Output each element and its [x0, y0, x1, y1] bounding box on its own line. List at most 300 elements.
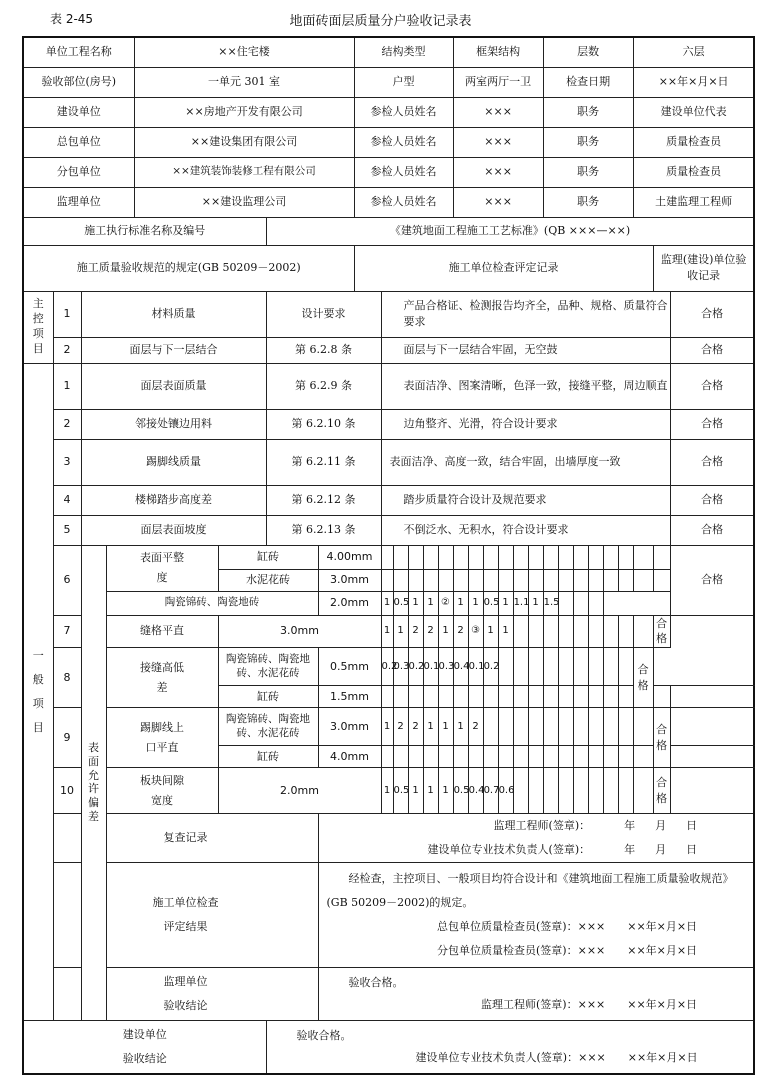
measure-cell: [543, 545, 558, 569]
measure-cell: [438, 686, 453, 708]
item-record: 面层与下一层结合牢固，无空鼓: [381, 337, 670, 363]
measure-cell: [558, 686, 573, 708]
measure-cell: [670, 686, 754, 708]
value-supervision-unit: ××建设监理公司: [134, 187, 354, 217]
measure-cell: [528, 569, 543, 591]
measure-cell: [393, 746, 408, 768]
form-title: 地面砖面层质量分户验收记录表: [289, 14, 472, 29]
measure-cell: [498, 545, 513, 569]
item-name: [106, 648, 218, 708]
value-general-contractor: ××建设集团有限公司: [134, 127, 354, 157]
measure-cell: [543, 768, 558, 814]
value-position: 质量检查员: [633, 127, 754, 157]
measure-cell: [573, 591, 588, 615]
label-subcontractor: 分包单位: [23, 157, 134, 187]
measure-cell: 0.7: [483, 768, 498, 814]
measure-cell: 1: [393, 615, 408, 648]
measure-cell: [438, 569, 453, 591]
measure-cell: [588, 569, 603, 591]
deviation-row: [23, 591, 754, 615]
spec-header-left: 施工质量验收规范的规定(GB 50209－2002): [23, 245, 354, 291]
measure-cell: [543, 686, 558, 708]
measure-cell: [423, 686, 438, 708]
owner-conclusion-label: [23, 1021, 266, 1075]
page-header: [0, 6, 761, 30]
deviation-row: [23, 545, 754, 569]
measure-cell: 0.5: [393, 768, 408, 814]
item-result: 合格: [670, 291, 754, 337]
value-inspector-name: ×××: [453, 187, 543, 217]
measure-cell: [423, 569, 438, 591]
measure-cell: 1: [438, 708, 453, 746]
tolerance-value: 0.5mm: [318, 648, 381, 686]
measure-cell: [573, 648, 588, 686]
subtype-name: 缸砖: [218, 746, 318, 768]
info-row: [23, 97, 754, 127]
owner-conclusion-body: [266, 1021, 754, 1075]
measure-cell: [408, 746, 423, 768]
measure-cell: [543, 569, 558, 591]
item-requirement: 第 6.2.10 条: [266, 409, 381, 439]
measure-cell: [653, 545, 670, 569]
item-result: 合格: [653, 708, 670, 768]
item-name: 面层表面坡度: [81, 515, 266, 545]
supervisor-conclusion-label: [53, 968, 318, 1021]
subcontractor-signature: 分包单位质量检查员(签章)：××× ××年×月×日: [437, 944, 698, 958]
tolerance-value: 3.0mm: [218, 615, 381, 648]
standard-row: [23, 217, 754, 245]
measure-cell: [618, 768, 633, 814]
measure-cell: 1: [438, 768, 453, 814]
measure-cell: [573, 708, 588, 746]
item-number: 1: [53, 363, 81, 409]
measure-cell: [558, 615, 573, 648]
measure-cell: [633, 569, 653, 591]
measure-cell: [633, 768, 653, 814]
label-unit-type: 户型: [354, 67, 453, 97]
measure-cell: [513, 615, 528, 648]
measure-cell: [653, 686, 670, 708]
item-name-text: 表面平整度: [140, 551, 184, 584]
item-record: 表面洁净、图案清晰，色泽一致，接缝平整，周边顺直: [381, 363, 670, 409]
measure-cell: [513, 569, 528, 591]
supervisor-conclusion-text: 验收合格。: [348, 976, 404, 990]
label-standard: 施工执行标准名称及编号: [23, 217, 266, 245]
measure-cell: [381, 569, 393, 591]
measure-cell: 1: [408, 768, 423, 814]
supervisor-conclusion-body: [318, 968, 754, 1021]
label-position: 职务: [543, 97, 633, 127]
item-name-text: 板块间隙宽度: [140, 774, 184, 807]
measure-cell: [453, 746, 468, 768]
measure-cell: [498, 569, 513, 591]
measure-cell: [603, 746, 618, 768]
measure-cell: 1: [468, 591, 483, 615]
measure-cell: [513, 746, 528, 768]
measure-cell: [438, 746, 453, 768]
item-result: 合格: [670, 409, 754, 439]
measure-cell: 0.5: [393, 591, 408, 615]
measure-cell: [513, 648, 528, 686]
measure-cell: [603, 615, 618, 648]
measure-cell: 0.3: [393, 648, 408, 686]
deviation-group-text: 表面允许偏差: [88, 741, 99, 823]
item-result: 合格: [670, 337, 754, 363]
owner-conclusion-text: 验收合格。: [296, 1029, 352, 1043]
measure-cell: 2: [423, 615, 438, 648]
measure-cell: [618, 708, 633, 746]
measure-cell: [513, 686, 528, 708]
review-label: 复查记录: [53, 814, 318, 863]
subtype-name: 缸砖: [218, 545, 318, 569]
item-number: 2: [53, 409, 81, 439]
measure-cell: [588, 686, 603, 708]
measure-cell: [528, 746, 543, 768]
owner-tech-signature-label: 建设单位专业技术负责人(签章)：: [427, 843, 591, 857]
measure-cell: [558, 746, 573, 768]
item-number: 8: [53, 648, 81, 708]
measure-cell: [528, 648, 543, 686]
measure-cell: [393, 545, 408, 569]
measure-cell: [603, 768, 618, 814]
item-requirement: 第 6.2.9 条: [266, 363, 381, 409]
contractor-result-label-line2: 评定结果: [163, 920, 208, 934]
month-label: 月: [655, 819, 667, 833]
measure-cell: [498, 708, 513, 746]
measure-cell: [453, 569, 468, 591]
measure-cell: 1: [381, 615, 393, 648]
label-inspector-name: 参检人员姓名: [354, 127, 453, 157]
measure-cell: 0.3: [438, 648, 453, 686]
measure-cell: [381, 545, 393, 569]
general-item-row: [23, 409, 754, 439]
measure-cell: [558, 591, 573, 615]
measure-cell: [528, 615, 543, 648]
item-number: 10: [53, 768, 81, 814]
value-standard: 《建筑地面工程施工工艺标准》(QB ×××—××): [266, 217, 754, 245]
measure-cell: 0.1: [423, 648, 438, 686]
item-requirement: 第 6.2.12 条: [266, 485, 381, 515]
measure-cell: 1: [498, 615, 513, 648]
item-number: 5: [53, 515, 81, 545]
item-name: 邻接处镶边用料: [81, 409, 266, 439]
item-number: 2: [53, 337, 81, 363]
info-row: [23, 157, 754, 187]
supervisor-conclusion-label-line1: 监理单位: [163, 975, 208, 989]
info-row: [23, 37, 754, 67]
contractor-result-row: [23, 863, 754, 968]
supervisor-signature: 监理工程师(签章)：××× ××年×月×日: [481, 998, 698, 1012]
item-result: 合格: [633, 648, 653, 708]
value-subcontractor: ××建筑装饰装修工程有限公司: [134, 157, 354, 187]
item-requirement: 第 6.2.8 条: [266, 337, 381, 363]
item-result: 合格: [670, 363, 754, 409]
measure-cell: 0.2: [483, 648, 498, 686]
item-result: 合格: [653, 615, 670, 648]
subtype-name: 水泥花砖: [218, 569, 318, 591]
value-position: 土建监理工程师: [633, 187, 754, 217]
item-name: 面层与下一层结合: [81, 337, 266, 363]
measure-cell: [483, 545, 498, 569]
label-supervision-unit: 监理单位: [23, 187, 134, 217]
item-result: 合格: [670, 439, 754, 485]
year-label: 年: [624, 843, 636, 857]
measure-cell: 0.1: [468, 648, 483, 686]
value-position: 建设单位代表: [633, 97, 754, 127]
measure-cell: [558, 569, 573, 591]
measure-cell: 1: [381, 708, 393, 746]
measure-cell: 2: [393, 708, 408, 746]
measure-cell: [558, 545, 573, 569]
measure-cell: [498, 746, 513, 768]
measure-cell: ②: [438, 591, 453, 615]
contractor-result-label: [53, 863, 318, 968]
label-structure-type: 结构类型: [354, 37, 453, 67]
measure-cell: [468, 569, 483, 591]
value-check-date: ××年×月×日: [633, 67, 754, 97]
subtype-name: 陶瓷锦砖、陶瓷地砖、水泥花砖: [218, 708, 318, 746]
general-group-label: [23, 363, 53, 1021]
label-inspection-part: 验收部位(房号): [23, 67, 134, 97]
measure-cell: 1: [438, 615, 453, 648]
measure-cell: [543, 648, 558, 686]
measure-cell: [618, 648, 633, 686]
item-requirement: 第 6.2.11 条: [266, 439, 381, 485]
supervisor-conclusion-label-line2: 验收结论: [163, 999, 208, 1013]
value-inspection-part: 一单元 301 室: [134, 67, 354, 97]
measure-cell: [498, 648, 513, 686]
tolerance-value: 2.0mm: [318, 591, 381, 615]
measure-cell: 2: [408, 615, 423, 648]
owner-conclusion-label-line2: 验收结论: [122, 1052, 167, 1066]
measure-cell: [468, 746, 483, 768]
measure-cell: [423, 545, 438, 569]
measure-cell: 1: [423, 708, 438, 746]
measure-cell: [528, 686, 543, 708]
measure-cell: [618, 746, 633, 768]
measure-cell: [528, 768, 543, 814]
item-name: [106, 708, 218, 768]
measure-cell: [453, 686, 468, 708]
supervisor-conclusion-row: [23, 968, 754, 1021]
day-label: 日: [686, 843, 698, 857]
deviation-row: [23, 768, 754, 814]
tolerance-value: 2.0mm: [218, 768, 381, 814]
measure-cell: [603, 708, 618, 746]
value-inspector-name: ×××: [453, 97, 543, 127]
measure-cell: [618, 686, 633, 708]
measure-cell: [513, 545, 528, 569]
label-inspector-name: 参检人员姓名: [354, 157, 453, 187]
measure-cell: [633, 615, 653, 648]
contractor-result-text: 经检查，主控项目、一般项目均符合设计和《建筑地面工程施工质量验收规范》(GB 50209－2002)的规定。: [326, 872, 734, 910]
item-name: [106, 768, 218, 814]
spec-header-row: [23, 245, 754, 291]
info-row: [23, 187, 754, 217]
value-unit-type: 两室两厅一卫: [453, 67, 543, 97]
subtype-name: 缸砖: [218, 686, 318, 708]
owner-conclusion-row: [23, 1021, 754, 1075]
year-label: 年: [624, 819, 636, 833]
measure-cell: [588, 591, 603, 615]
measure-cell: [670, 746, 754, 768]
measure-cell: [543, 708, 558, 746]
measure-cell: [513, 768, 528, 814]
label-project-name: 单位工程名称: [23, 37, 134, 67]
item-name: 面层表面质量: [81, 363, 266, 409]
main-control-group-text: 主控项目: [32, 297, 44, 355]
measure-cell: [528, 545, 543, 569]
item-record: 不倒泛水、无积水，符合设计要求: [381, 515, 670, 545]
deviation-row: [23, 615, 754, 648]
measure-cell: [588, 768, 603, 814]
measure-cell: [483, 569, 498, 591]
measure-cell: [483, 686, 498, 708]
item-name-text: 踢脚线上口平直: [140, 721, 184, 754]
measure-cell: [468, 686, 483, 708]
measure-cell: [483, 708, 498, 746]
measure-cell: [498, 686, 513, 708]
measure-cell: [633, 746, 653, 768]
table-number: 表 2-45: [50, 12, 94, 26]
general-group-text: 一般项目: [32, 648, 44, 735]
tolerance-value: 1.5mm: [318, 686, 381, 708]
item-name-text: 接缝高低差: [140, 661, 184, 694]
measure-cell: [633, 708, 653, 746]
general-contractor-signature: 总包单位质量检查员(签章)：××× ××年×月×日: [437, 920, 698, 934]
value-project-name: ××住宅楼: [134, 37, 354, 67]
main-item-row: [23, 291, 754, 337]
measure-cell: [393, 569, 408, 591]
measure-cell: 1: [408, 591, 423, 615]
measure-cell: [588, 615, 603, 648]
measure-cell: [381, 686, 393, 708]
measure-cell: [653, 569, 670, 591]
measure-cell: [633, 545, 653, 569]
measure-cell: [588, 648, 603, 686]
label-inspector-name: 参检人员姓名: [354, 97, 453, 127]
measure-cell: 2: [408, 708, 423, 746]
measure-cell: [453, 545, 468, 569]
inspection-form: [22, 36, 755, 1075]
measure-cell: [573, 746, 588, 768]
measure-cell: [603, 686, 618, 708]
measure-cell: [603, 648, 618, 686]
item-name: 楼梯踏步高度差: [81, 485, 266, 515]
day-label: 日: [686, 819, 698, 833]
general-item-row: [23, 515, 754, 545]
item-name: [106, 545, 218, 591]
label-owner-unit: 建设单位: [23, 97, 134, 127]
measure-cell: [618, 615, 633, 648]
label-inspector-name: 参检人员姓名: [354, 187, 453, 217]
measure-cell: [618, 569, 633, 591]
owner-signature: 建设单位专业技术负责人(签章)：××× ××年×月×日: [415, 1051, 698, 1065]
item-number: 7: [53, 615, 81, 648]
value-inspector-name: ×××: [453, 127, 543, 157]
deviation-row: [23, 648, 754, 686]
general-item-row: [23, 363, 754, 409]
review-signatures: [318, 814, 754, 863]
item-record: 产品合格证、检测报告均齐全，品种、规格、质量符合要求: [381, 291, 670, 337]
measure-cell: [408, 545, 423, 569]
item-result: 合格: [670, 515, 754, 545]
label-check-date: 检查日期: [543, 67, 633, 97]
deviation-row: [23, 708, 754, 746]
measure-cell: 2: [468, 708, 483, 746]
measure-cell: 0.2: [408, 648, 423, 686]
item-requirement: 设计要求: [266, 291, 381, 337]
contractor-result-label-line1: 施工单位检查: [152, 896, 219, 910]
item-record: 表面洁净、高度一致，结合牢固，出墙厚度一致: [381, 439, 670, 485]
measure-cell: [381, 746, 393, 768]
measure-cell: [573, 768, 588, 814]
measure-cell: [558, 768, 573, 814]
measure-cell: [588, 708, 603, 746]
measure-cell: [588, 746, 603, 768]
measure-cell: [618, 545, 633, 569]
tolerance-value: 4.0mm: [318, 746, 381, 768]
value-owner-unit: ××房地产开发有限公司: [134, 97, 354, 127]
item-record: 踏步质量符合设计及规范要求: [381, 485, 670, 515]
main-item-row: [23, 337, 754, 363]
measure-cell: [483, 746, 498, 768]
measure-cell: [468, 545, 483, 569]
general-item-row: [23, 439, 754, 485]
item-result: 合格: [653, 768, 670, 814]
label-floors: 层数: [543, 37, 633, 67]
label-position: 职务: [543, 187, 633, 217]
measure-cell: [573, 569, 588, 591]
measure-cell: 0.6: [498, 768, 513, 814]
measure-cell: 1: [423, 768, 438, 814]
measure-cell: [408, 686, 423, 708]
value-floors: 六层: [633, 37, 754, 67]
measure-cell: 0.4: [468, 768, 483, 814]
measure-cell: ③: [468, 615, 483, 648]
measure-cell: [528, 708, 543, 746]
measure-cell: [393, 686, 408, 708]
measure-cell: [573, 545, 588, 569]
measure-cell: [543, 746, 558, 768]
label-position: 职务: [543, 157, 633, 187]
info-row: [23, 67, 754, 97]
item-requirement: 第 6.2.13 条: [266, 515, 381, 545]
measure-cell: [603, 545, 618, 569]
item-result: 合格: [670, 485, 754, 515]
measure-cell: 0.5: [483, 591, 498, 615]
item-result: 合格: [670, 545, 754, 615]
measure-cell: 0.2: [381, 648, 393, 686]
general-item-row: [23, 485, 754, 515]
supervisor-signature-line: [321, 814, 698, 838]
label-general-contractor: 总包单位: [23, 127, 134, 157]
measure-cell: 1: [381, 768, 393, 814]
tolerance-value: 3.0mm: [318, 569, 381, 591]
item-number: 1: [53, 291, 81, 337]
measure-cell: 1: [483, 615, 498, 648]
info-row: [23, 127, 754, 157]
spec-header-middle: 施工单位检查评定记录: [354, 245, 653, 291]
measure-cell: 1: [498, 591, 513, 615]
item-number: 9: [53, 708, 81, 768]
measure-cell: [408, 569, 423, 591]
supervisor-signature-label: 监理工程师(签章)：: [493, 819, 591, 833]
item-name: 踢脚线质量: [81, 439, 266, 485]
measure-cell: 0.5: [453, 768, 468, 814]
contractor-result-body: [318, 863, 754, 968]
spec-header-right: 监理(建设)单位验收记录: [653, 245, 754, 291]
